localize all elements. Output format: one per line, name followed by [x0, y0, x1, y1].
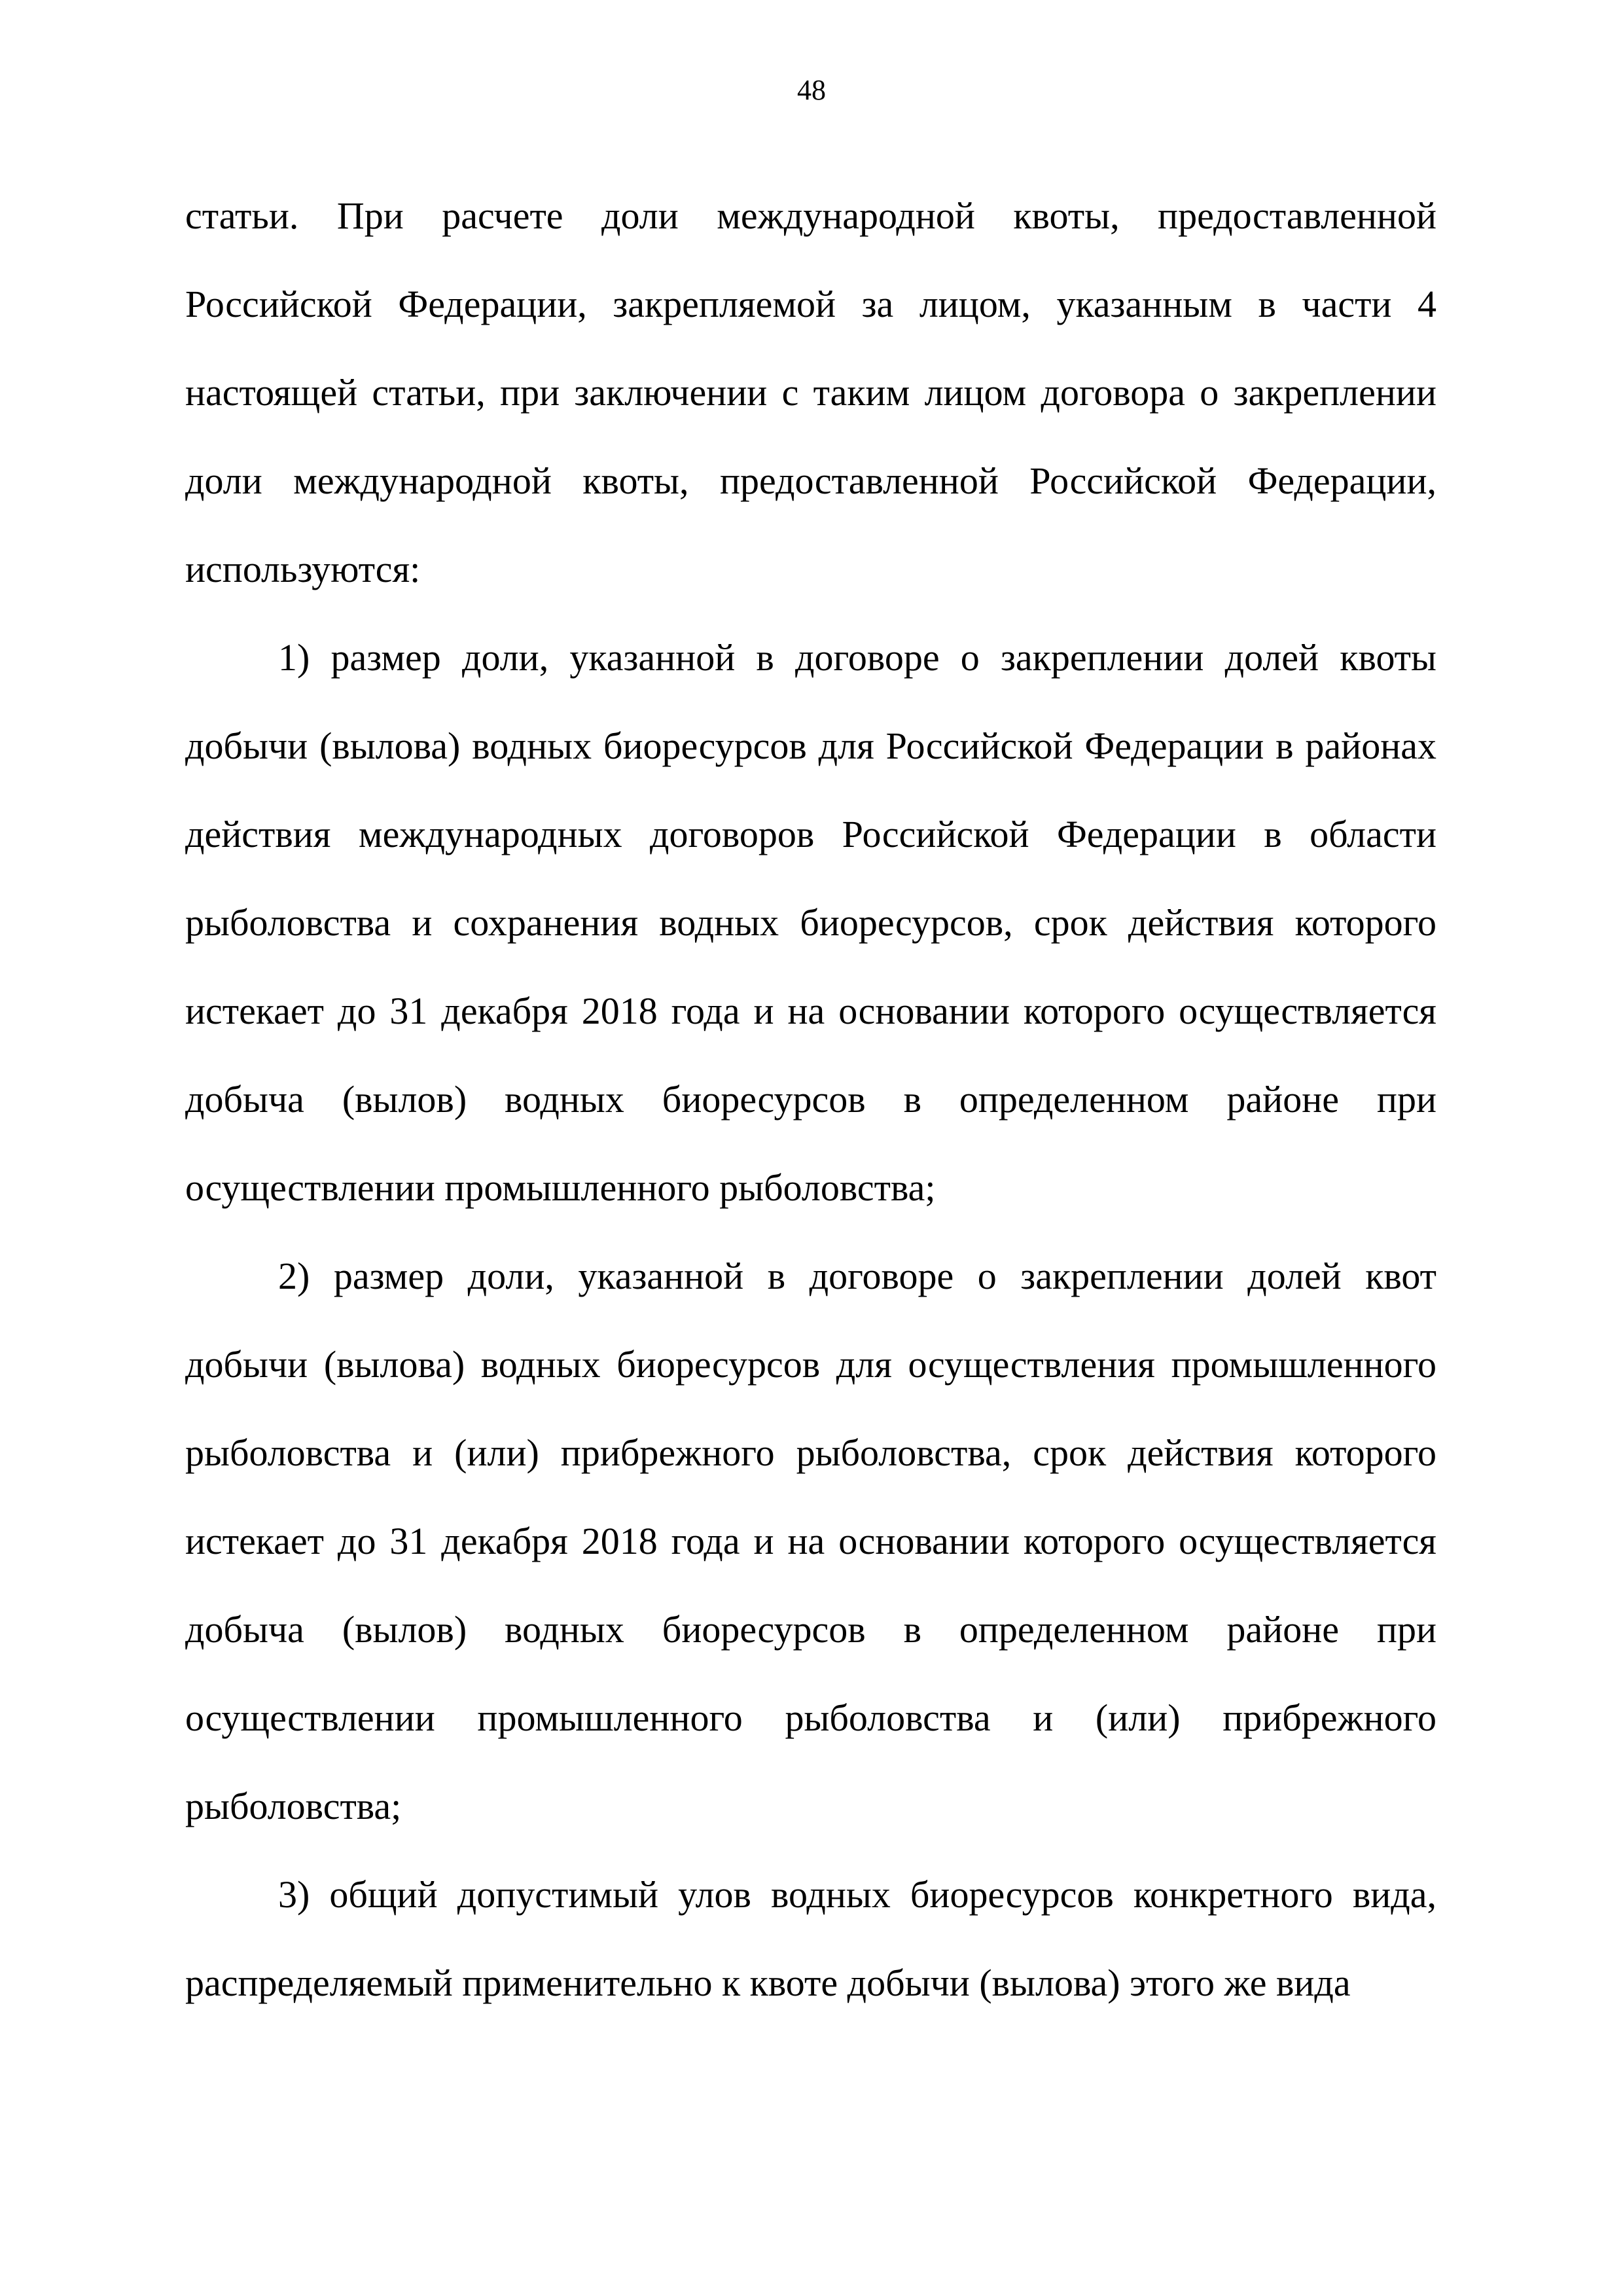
paragraph-item-3: 3) общий допустимый улов водных биоресурсов конкретного вида, распределяемый применительно к квоте добычи (вылова) этого же вида [185, 1873, 1436, 2004]
paragraph-continuation: статьи. При расчете доли международной квоты, предоставленной Российской Федерации, закрепляемой за лицом, указанным в части 4 настоящей статьи, при заключении с таким лицом договора о закреплении доли международной квоты, предоставленной Российской Федерации, используются: [185, 194, 1436, 590]
page-number: 48 [797, 74, 826, 106]
document-body [185, 171, 1436, 2027]
paragraph-item-1: 1) размер доли, указанной в договоре о закреплении долей квоты добычи (вылова) водных биоресурсов для Российской Федерации в районах действия международных договоров Российской Федерации в области рыболовства и сохранения водных биоресурсов, срок действия которого истекает до 31 декабря 2018 года и на основании которого осуществляется добыча (вылов) водных биоресурсов в определенном районе при осуществлении промышленного рыболовства; [185, 636, 1436, 1209]
paragraph-item-2: 2) размер доли, указанной в договоре о закреплении долей квот добычи (вылова) водных биоресурсов для осуществления промышленного рыболовства и (или) прибрежного рыболовства, срок действия которого истекает до 31 декабря 2018 года и на основании которого осуществляется добыча (вылов) водных биоресурсов в определенном районе при осуществлении промышленного рыболовства и (или) прибрежного рыболовства; [185, 1255, 1436, 1827]
